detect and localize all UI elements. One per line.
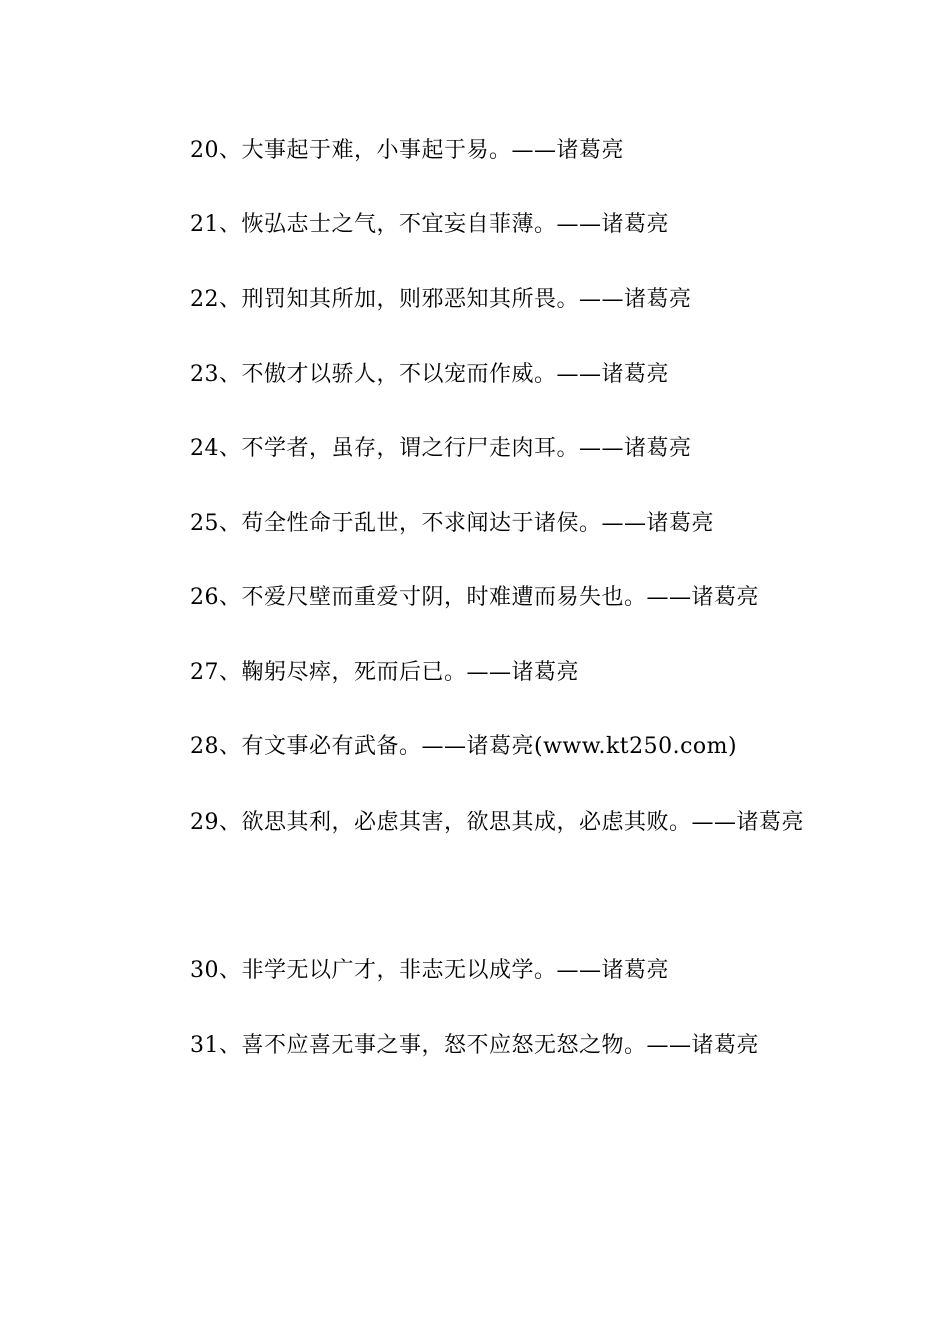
quote-28: 28、有文事必有武备。——诸葛亮(www.kt250.com) xyxy=(190,734,738,759)
quote-25: 25、苟全性命于乱世，不求闻达于诸侯。——诸葛亮 xyxy=(190,511,714,536)
quote-22: 22、刑罚知其所加，则邪恶知其所畏。——诸葛亮 xyxy=(190,287,692,312)
quote-21: 21、恢弘志士之气，不宜妄自菲薄。——诸葛亮 xyxy=(190,212,669,237)
quote-26: 26、不爱尺壁而重爱寸阴，时难遭而易失也。——诸葛亮 xyxy=(190,585,759,610)
quote-27: 27、鞠躬尽瘁，死而后已。——诸葛亮 xyxy=(190,660,579,685)
quote-30: 30、非学无以广才，非志无以成学。——诸葛亮 xyxy=(190,958,669,983)
quote-31: 31、喜不应喜无事之事，怒不应怒无怒之物。——诸葛亮 xyxy=(190,1033,759,1058)
quote-29: 29、欲思其利，必虑其害，欲思其成，必虑其败。——诸葛亮 xyxy=(190,810,804,835)
quote-23: 23、不傲才以骄人，不以宠而作威。——诸葛亮 xyxy=(190,362,669,387)
quote-20: 20、大事起于难，小事起于易。——诸葛亮 xyxy=(190,138,624,163)
quote-24: 24、不学者，虽存，谓之行尸走肉耳。——诸葛亮 xyxy=(190,436,692,461)
